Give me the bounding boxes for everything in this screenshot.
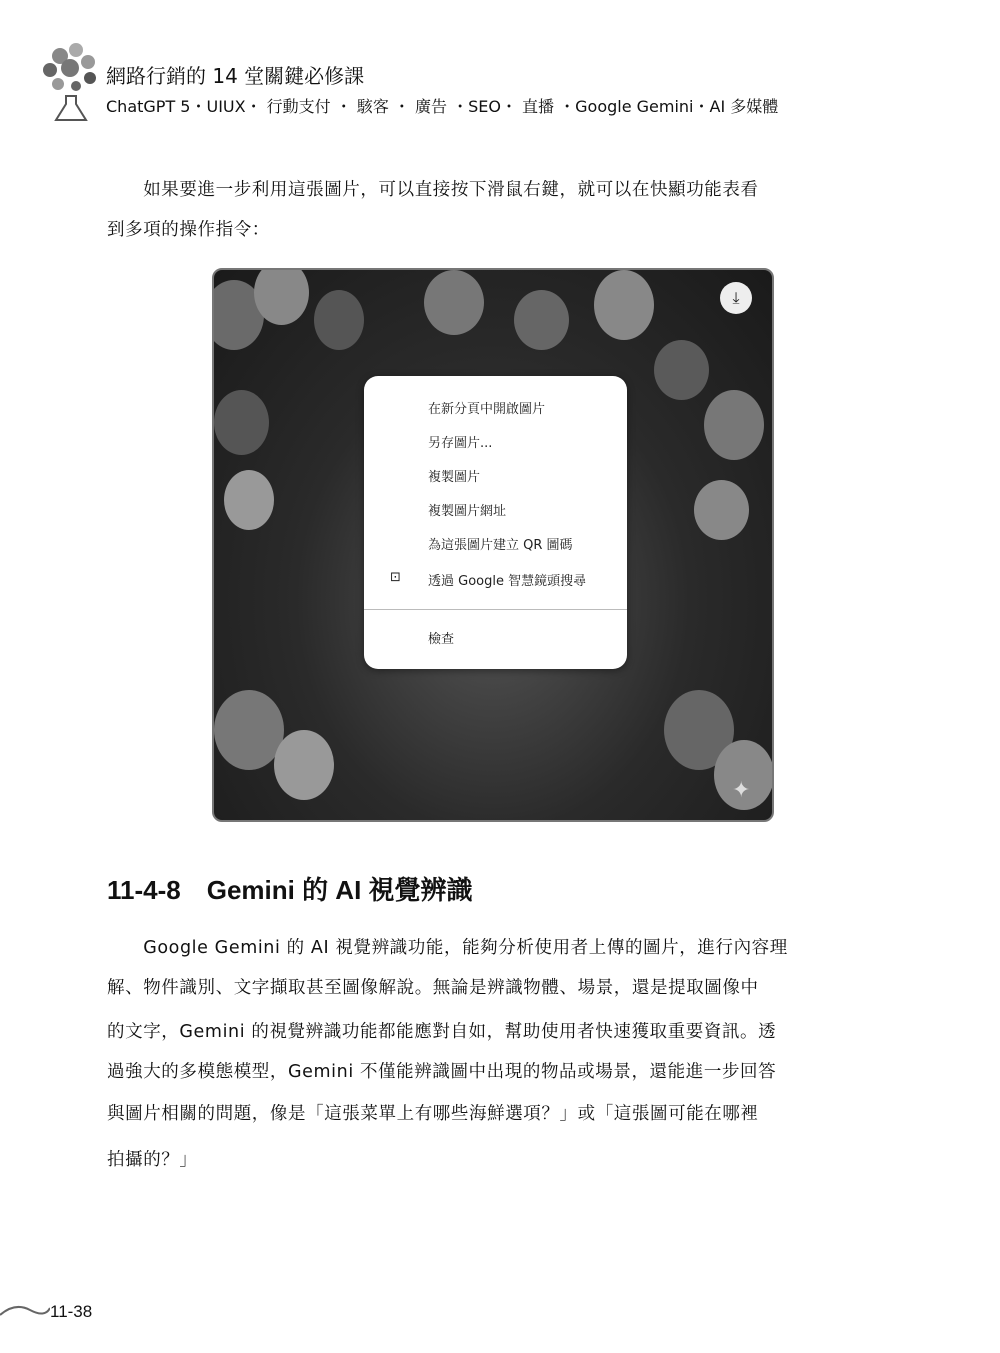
body-line: 拍攝的？」 — [107, 1150, 198, 1170]
menu-item-copy-image[interactable]: 複製圖片 — [428, 470, 481, 485]
page-swoosh-decoration — [0, 1300, 50, 1320]
book-title: 網路行銷的 14 堂關鍵必修課 — [106, 64, 365, 88]
context-menu — [364, 376, 627, 669]
menu-item-search-with-google-lens[interactable]: 透過 Google 智慧鏡頭搜尋 — [428, 574, 587, 589]
party-image-screenshot[interactable] — [212, 268, 774, 822]
intro-line: 如果要進一步利用這張圖片，可以直接按下滑鼠右鍵，就可以在快顯功能表看 — [107, 180, 759, 200]
google-lens-icon: ⊡ — [390, 570, 401, 585]
menu-item-copy-image-address[interactable]: 複製圖片網址 — [428, 504, 507, 519]
download-icon: ⤓ — [732, 288, 740, 307]
gemini-sparkle-icon: ✦ — [732, 778, 751, 803]
body-line: Google Gemini 的 AI 視覺辨識功能，能夠分析使用者上傳的圖片，進行內容理 — [107, 938, 788, 958]
menu-item-create-qr-code[interactable]: 為這張圖片建立 QR 圖碼 — [428, 538, 573, 553]
intro-line: 到多項的操作指令： — [107, 220, 270, 240]
body-line: 與圖片相關的問題，像是「這張菜單上有哪些海鮮選項？」或「這張圖可能在哪裡 — [107, 1104, 759, 1124]
menu-item-save-image[interactable]: 另存圖片... — [428, 436, 493, 451]
page-number: 11-38 — [50, 1302, 93, 1321]
book-logo-icon — [40, 42, 102, 124]
menu-item-open-in-new-tab[interactable]: 在新分頁中開啟圖片 — [428, 402, 546, 417]
book-subtitle: ChatGPT 5・UIUX・ 行動支付 ・ 駭客 ・ 廣告 ・SEO・ 直播 ・Google Gemini・AI 多媒體 — [106, 97, 779, 116]
body-line: 解、物件識別、文字擷取甚至圖像解說。無論是辨識物體、場景，還是提取圖像中 — [107, 978, 759, 998]
menu-item-inspect[interactable]: 檢查 — [428, 632, 455, 647]
body-line: 過強大的多模態模型，Gemini 不僅能辨識圖中出現的物品或場景，還能進一步回答 — [107, 1062, 777, 1082]
download-button[interactable] — [720, 282, 752, 314]
body-line: 的文字，Gemini 的視覺辨識功能都能應對自如，幫助使用者快速獲取重要資訊。透 — [107, 1022, 777, 1042]
menu-separator — [364, 609, 627, 610]
section-heading: 11-4-8 Gemini 的 AI 視覺辨識 — [107, 875, 473, 905]
